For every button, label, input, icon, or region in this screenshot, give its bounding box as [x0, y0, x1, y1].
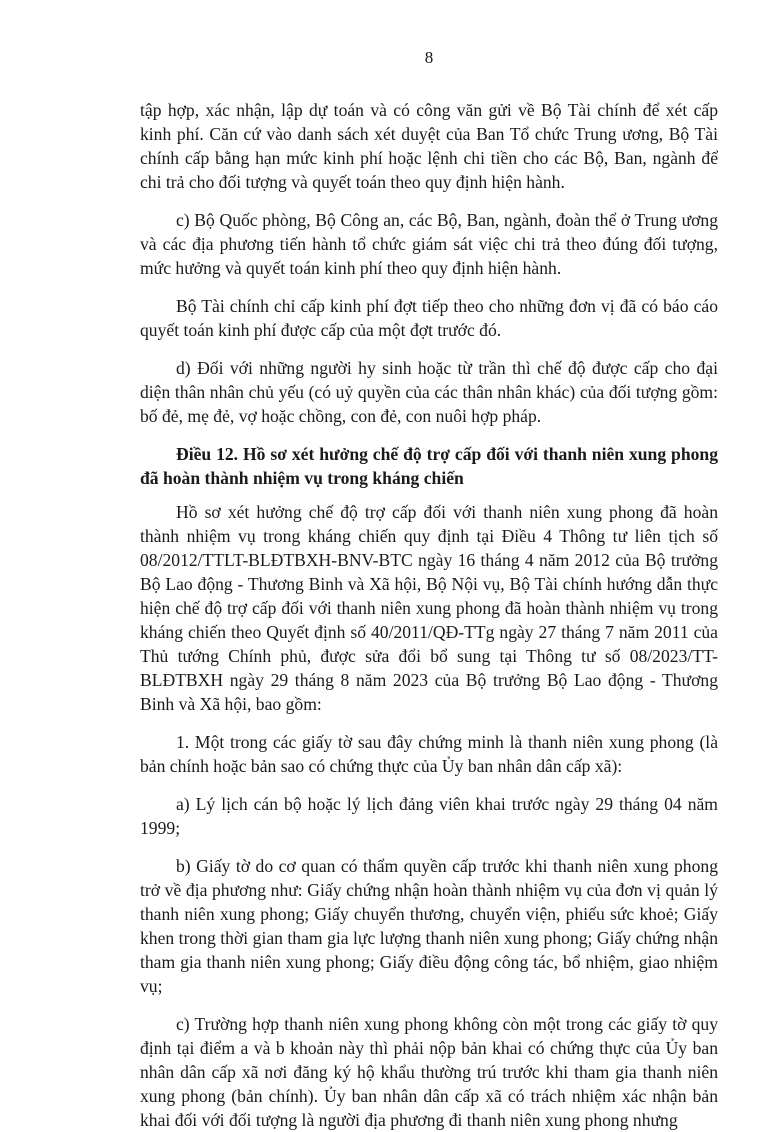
paragraph: c) Trường hợp thanh niên xung phong không còn một trong các giấy tờ quy định tại điểm a và b khoản này thì phải nộp bản khai có chứng thực của Ủy ban nhân dân cấp xã nơi đăng ký hộ khẩu thường trú trước khi tham gia thanh niên xung phong (bản chính). Ủy ban nhân dân cấp xã có trách nhiệm xác nhận bản khai đối với đối tượng là người địa phương đi thanh niên xung phong nhưng	[140, 1014, 718, 1130]
paragraph: c) Bộ Quốc phòng, Bộ Công an, các Bộ, Ban, ngành, đoàn thể ở Trung ương và các địa phương tiến hành tổ chức giám sát việc chi trả theo đúng đối tượng, mức hưởng và quyết toán kinh phí theo quy định hiện hành.	[140, 210, 718, 278]
paragraph: tập hợp, xác nhận, lập dự toán và có công văn gửi về Bộ Tài chính để xét cấp kinh phí. Căn cứ vào danh sách xét duyệt của Ban Tổ chức Trung ương, Bộ Tài chính cấp bằng hạn mức kinh phí hoặc lệnh chi tiền cho các Bộ, Ban, ngành để chi trả cho đối tượng và quyết toán theo quy định hiện hành.	[140, 100, 718, 192]
paragraph: a) Lý lịch cán bộ hoặc lý lịch đảng viên khai trước ngày 29 tháng 04 năm 1999;	[140, 794, 718, 838]
paragraph: Hồ sơ xét hưởng chế độ trợ cấp đối với thanh niên xung phong đã hoàn thành nhiệm vụ trong kháng chiến quy định tại Điều 4 Thông tư liên tịch số 08/2012/TTLT-BLĐTBXH-BNV-BTC ngày 16 tháng 4 năm 2012 của Bộ trưởng Bộ Lao động - Thương Binh và Xã hội, Bộ Nội vụ, Bộ Tài chính hướng dẫn thực hiện chế độ trợ cấp đối với thanh niên xung phong đã hoàn thành nhiệm vụ trong kháng chiến theo Quyết định số 40/2011/QĐ-TTg ngày 27 tháng 7 năm 2011 của Thủ tướng Chính phủ, được sửa đổi bổ sung tại Thông tư số 08/2023/TT-BLĐTBXH ngày 29 tháng 8 năm 2023 của Bộ trưởng Bộ Lao động - Thương Binh và Xã hội, bao gồm:	[140, 502, 718, 714]
article-heading: Điều 12. Hồ sơ xét hưởng chế độ trợ cấp đối với thanh niên xung phong đã hoàn thành nhiệm vụ trong kháng chiến	[140, 444, 718, 488]
paragraph: Bộ Tài chính chỉ cấp kinh phí đợt tiếp theo cho những đơn vị đã có báo cáo quyết toán kinh phí được cấp của một đợt trước đó.	[140, 296, 718, 340]
paragraph: b) Giấy tờ do cơ quan có thẩm quyền cấp trước khi thanh niên xung phong trở về địa phương như: Giấy chứng nhận hoàn thành nhiệm vụ của đơn vị quản lý thanh niên xung phong; Giấy chuyển thương, chuyển viện, phiếu sức khoẻ; Giấy khen trong thời gian tham gia lực lượng thanh niên xung phong; Giấy chứng nhận tham gia thanh niên xung phong; Giấy điều động công tác, bổ nhiệm, giao nhiệm vụ;	[140, 856, 718, 996]
page-number: 8	[424, 48, 434, 67]
paragraph: 1. Một trong các giấy tờ sau đây chứng minh là thanh niên xung phong (là bản chính hoặc bản sao có chứng thực của Ủy ban nhân dân cấp xã):	[140, 732, 718, 776]
paragraph: d) Đối với những người hy sinh hoặc từ trần thì chế độ được cấp cho đại diện thân nhân chủ yếu (có uỷ quyền của các thân nhân khác) của đối tượng gồm: bố đẻ, mẹ đẻ, vợ hoặc chồng, con đẻ, con nuôi hợp pháp.	[140, 358, 718, 426]
